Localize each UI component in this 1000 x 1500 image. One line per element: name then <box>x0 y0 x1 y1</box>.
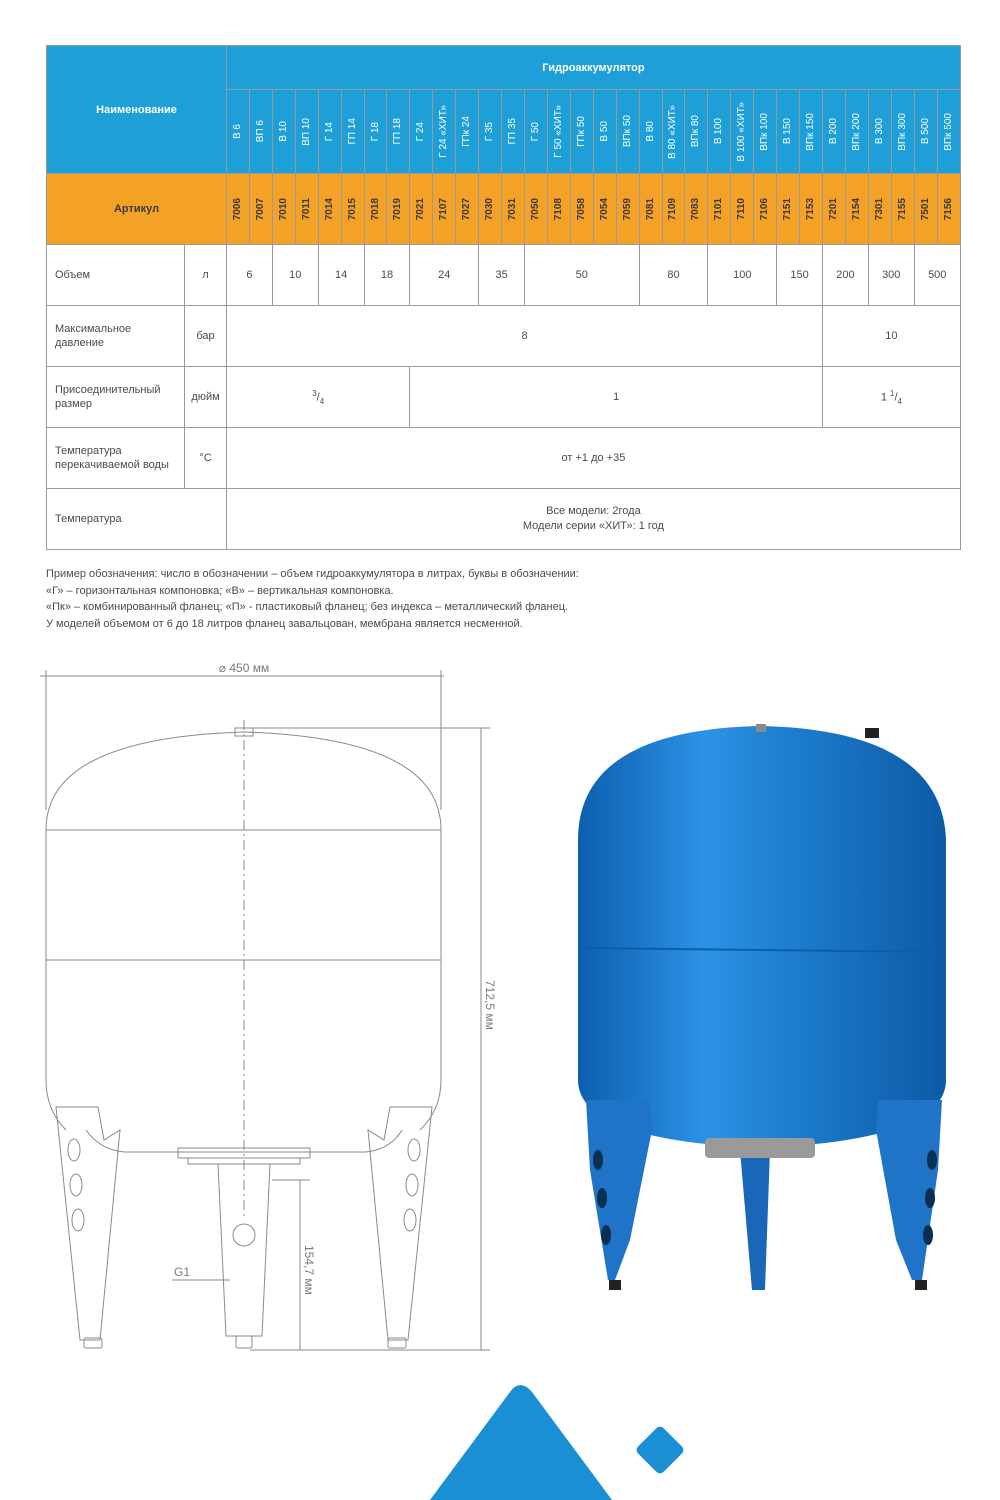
model-name: Г 24 «ХИТ» <box>438 105 450 158</box>
brand-logo <box>380 1370 740 1500</box>
model-name: ВП 10 <box>300 117 312 146</box>
volume-cell: 50 <box>525 245 640 306</box>
fraction-numerator: 1 <box>890 388 895 398</box>
model-header-cell <box>685 90 708 174</box>
model-name: Г 50 «ХИТ» <box>552 105 564 158</box>
article-number: 7301 <box>873 197 885 221</box>
model-header-cell <box>891 90 914 174</box>
article-number: 7081 <box>644 197 656 221</box>
warranty-cell <box>227 489 961 550</box>
article-number: 7014 <box>323 197 335 221</box>
model-header-cell <box>800 90 823 174</box>
article-number: 7501 <box>919 197 931 221</box>
product-image <box>560 720 980 1370</box>
article-number: 7151 <box>782 197 794 221</box>
volume-cell: 24 <box>410 245 479 306</box>
model-header-cell <box>295 90 318 174</box>
model-name: В 80 «ХИТ» <box>667 104 679 159</box>
model-name: В 150 <box>782 118 794 145</box>
model-name: ВПк 150 <box>805 112 817 151</box>
article-cell <box>479 174 502 245</box>
model-header-cell <box>341 90 364 174</box>
fraction-denominator: 4 <box>897 396 902 406</box>
connection-row <box>47 367 961 428</box>
height-label: 712,5 мм <box>483 980 497 1030</box>
article-number: 7021 <box>415 197 427 221</box>
model-name: Г 35 <box>484 121 496 142</box>
connection-label <box>47 367 185 428</box>
article-number: 7154 <box>850 197 862 221</box>
article-number: 7019 <box>392 197 404 221</box>
model-name: Г 18 <box>369 121 381 142</box>
leg-height-label: 154,7 мм <box>302 1245 316 1295</box>
model-name: ГП 18 <box>392 118 404 145</box>
article-cell <box>272 174 295 245</box>
model-header-cell <box>914 90 937 174</box>
model-header-cell <box>502 90 525 174</box>
model-header-cell <box>754 90 777 174</box>
volume-cell: 150 <box>777 245 823 306</box>
article-cell <box>731 174 754 245</box>
volume-cell: 35 <box>479 245 525 306</box>
spec-table <box>46 45 961 550</box>
model-name: Г 14 <box>323 121 335 142</box>
article-cell <box>547 174 570 245</box>
volume-cell: 200 <box>822 245 868 306</box>
rear-leg <box>740 1150 770 1290</box>
model-header-cell <box>777 90 800 174</box>
model-name: В 80 <box>644 121 656 142</box>
article-cell <box>295 174 318 245</box>
model-header-cell <box>227 90 250 174</box>
article-number: 7011 <box>300 198 312 220</box>
model-name: В 500 <box>919 118 931 145</box>
right-leg <box>368 1107 432 1340</box>
article-cell <box>318 174 341 245</box>
volume-cell: 80 <box>639 245 708 306</box>
model-header-cell <box>708 90 731 174</box>
water-temp-label <box>47 428 185 489</box>
model-name: В 100 <box>713 118 725 145</box>
volume-cell: 100 <box>708 245 777 306</box>
model-header-cell <box>456 90 479 174</box>
note-line: «Пк» – комбинированный фланец; «П» - пластиковый фланец; без индекса – металлический фланец. <box>46 601 569 613</box>
model-name: ВПк 50 <box>621 115 633 148</box>
article-cell <box>410 174 433 245</box>
model-header-cell <box>593 90 616 174</box>
volume-cell: 300 <box>868 245 914 306</box>
article-cell <box>868 174 891 245</box>
article-cell <box>914 174 937 245</box>
article-number: 7007 <box>254 197 266 221</box>
model-name: ВПк 200 <box>850 112 862 151</box>
article-cell <box>227 174 250 245</box>
warranty-line2: Модели серии «ХИТ»: 1 год <box>522 520 664 532</box>
model-name: В 200 <box>827 118 839 145</box>
article-number: 7110 <box>736 198 748 220</box>
pressure-cell: 10 <box>822 306 960 367</box>
front-left-leg <box>586 1100 652 1280</box>
group-header: Гидроаккумулятор <box>227 46 961 90</box>
model-name: ВПк 80 <box>690 115 702 148</box>
model-header-cell <box>433 90 456 174</box>
article-cell <box>502 174 525 245</box>
note-line: «Г» – горизонтальная компоновка; «В» – вертикальная компоновка. <box>46 584 394 597</box>
volume-cell: 10 <box>272 245 318 306</box>
article-cell <box>754 174 777 245</box>
model-header-cell <box>731 90 754 174</box>
article-header: Артикул <box>47 174 227 245</box>
model-name: ГПк 24 <box>461 116 473 147</box>
article-number: 7058 <box>575 197 587 221</box>
article-number: 7109 <box>667 197 679 221</box>
warranty-line1: Все модели: 2года <box>546 504 641 517</box>
article-number: 7006 <box>231 197 243 221</box>
article-row <box>47 174 961 245</box>
model-header-cell <box>479 90 502 174</box>
article-number: 7010 <box>277 197 289 221</box>
model-name: В 6 <box>231 123 243 139</box>
volume-cell: 18 <box>364 245 410 306</box>
pressure-label-line2: давление <box>55 337 105 349</box>
thread-label: G1 <box>174 1265 191 1279</box>
model-header-cell <box>570 90 593 174</box>
model-name: ВПк 500 <box>942 112 954 151</box>
connection-label-line2: размер <box>55 398 92 410</box>
tank-body <box>578 726 946 1148</box>
article-cell <box>845 174 868 245</box>
model-header-cell <box>639 90 662 174</box>
volume-label: Объем <box>47 245 185 306</box>
article-number: 7201 <box>827 197 839 221</box>
volume-cell: 14 <box>318 245 364 306</box>
water-temp-label-line1: Температура <box>55 444 122 457</box>
article-cell <box>249 174 272 245</box>
article-number: 7015 <box>346 197 358 221</box>
article-number: 7030 <box>484 197 496 221</box>
article-cell <box>525 174 548 245</box>
article-number: 7155 <box>896 197 908 221</box>
water-temp-row <box>47 428 961 489</box>
article-number: 7108 <box>552 197 564 221</box>
article-cell <box>433 174 456 245</box>
left-leg <box>56 1107 120 1340</box>
water-temp-cell: от +1 до +35 <box>227 428 961 489</box>
model-header-cell <box>272 90 295 174</box>
model-name: ГП 35 <box>507 118 519 145</box>
model-name: Г 50 <box>529 121 541 142</box>
article-number: 7106 <box>759 197 771 221</box>
model-header-cell <box>364 90 387 174</box>
model-header-cell <box>318 90 341 174</box>
article-cell <box>937 174 960 245</box>
model-header-cell <box>410 90 433 174</box>
model-name: В 300 <box>873 118 885 145</box>
note-line: У моделей объемом от 6 до 18 литров фланец завальцован, мембрана является несменной. <box>46 617 523 630</box>
model-name: В 10 <box>277 121 289 142</box>
model-header-cell <box>937 90 960 174</box>
volume-row <box>47 245 961 306</box>
article-cell <box>639 174 662 245</box>
article-cell <box>593 174 616 245</box>
model-name: ВП 6 <box>254 120 266 143</box>
article-cell <box>364 174 387 245</box>
article-cell <box>662 174 685 245</box>
article-cell <box>891 174 914 245</box>
article-cell <box>387 174 410 245</box>
model-header-cell <box>662 90 685 174</box>
model-header-cell <box>822 90 845 174</box>
model-name: Г 24 <box>415 121 427 142</box>
article-number: 7153 <box>805 197 817 221</box>
connection-label-line1: Присоединительный <box>55 383 161 396</box>
pressure-label <box>47 306 185 367</box>
article-number: 7027 <box>461 197 473 221</box>
model-name: В 100 «ХИТ» <box>736 101 748 162</box>
article-cell <box>616 174 639 245</box>
article-number: 7054 <box>598 197 610 221</box>
water-temp-label-line2: перекачиваемой воды <box>55 459 169 471</box>
volume-cell: 6 <box>227 245 273 306</box>
model-name: ГП 14 <box>346 118 358 145</box>
model-name: В 50 <box>598 121 610 142</box>
article-cell <box>800 174 823 245</box>
article-number: 7018 <box>369 197 381 221</box>
tank-outline <box>46 732 441 1130</box>
volume-unit: л <box>185 245 227 306</box>
fraction-numerator: 3 <box>312 388 317 398</box>
model-header-cell <box>387 90 410 174</box>
model-header-cell <box>249 90 272 174</box>
article-number: 7083 <box>690 197 702 221</box>
notes-block <box>46 566 746 632</box>
article-cell <box>822 174 845 245</box>
connection-unit: дюйм <box>185 367 227 428</box>
connection-cell-one: 1 <box>410 367 823 428</box>
article-number: 7031 <box>507 197 519 221</box>
pressure-cell: 8 <box>227 306 823 367</box>
model-header-cell <box>616 90 639 174</box>
model-name: ГПк 50 <box>575 116 587 147</box>
article-number: 7107 <box>438 197 450 221</box>
technical-drawing <box>0 660 520 1360</box>
volume-cell: 500 <box>914 245 960 306</box>
note-line: Пример обозначения: число в обозначении – объем гидроаккумулятора в литрах, буквы в обозначении: <box>46 568 579 580</box>
article-number: 7101 <box>713 197 725 221</box>
pressure-unit: бар <box>185 306 227 367</box>
pressure-row <box>47 306 961 367</box>
water-temp-unit: °C <box>185 428 227 489</box>
article-number: 7156 <box>942 197 954 221</box>
logo-large-diamond <box>430 1385 612 1500</box>
model-name: ВПк 100 <box>759 112 771 151</box>
model-header-cell <box>845 90 868 174</box>
flange <box>705 1138 815 1158</box>
model-header-cell <box>868 90 891 174</box>
connection-cell-three-quarter: $^3/_4$ <box>227 367 410 428</box>
article-number: 7059 <box>621 197 633 221</box>
connection-cell-one-quarter: 1 $^1/_4$ <box>822 367 960 428</box>
article-cell <box>708 174 731 245</box>
warranty-label: Температура <box>47 489 227 550</box>
article-cell <box>456 174 479 245</box>
model-header-cell <box>525 90 548 174</box>
article-cell <box>341 174 364 245</box>
model-name: ВПк 300 <box>896 112 908 151</box>
fraction-denominator: 4 <box>319 396 325 406</box>
diameter-label: ⌀ 450 мм <box>218 661 270 675</box>
name-header: Наименование <box>47 46 227 174</box>
model-header-cell <box>547 90 570 174</box>
fraction-whole: 1 <box>880 391 887 404</box>
pressure-label-line1: Максимальное <box>55 322 132 335</box>
article-number: 7050 <box>529 197 541 221</box>
article-cell <box>777 174 800 245</box>
warranty-row <box>47 489 961 550</box>
article-cell <box>685 174 708 245</box>
logo-small-diamond <box>635 1425 686 1476</box>
article-cell <box>570 174 593 245</box>
